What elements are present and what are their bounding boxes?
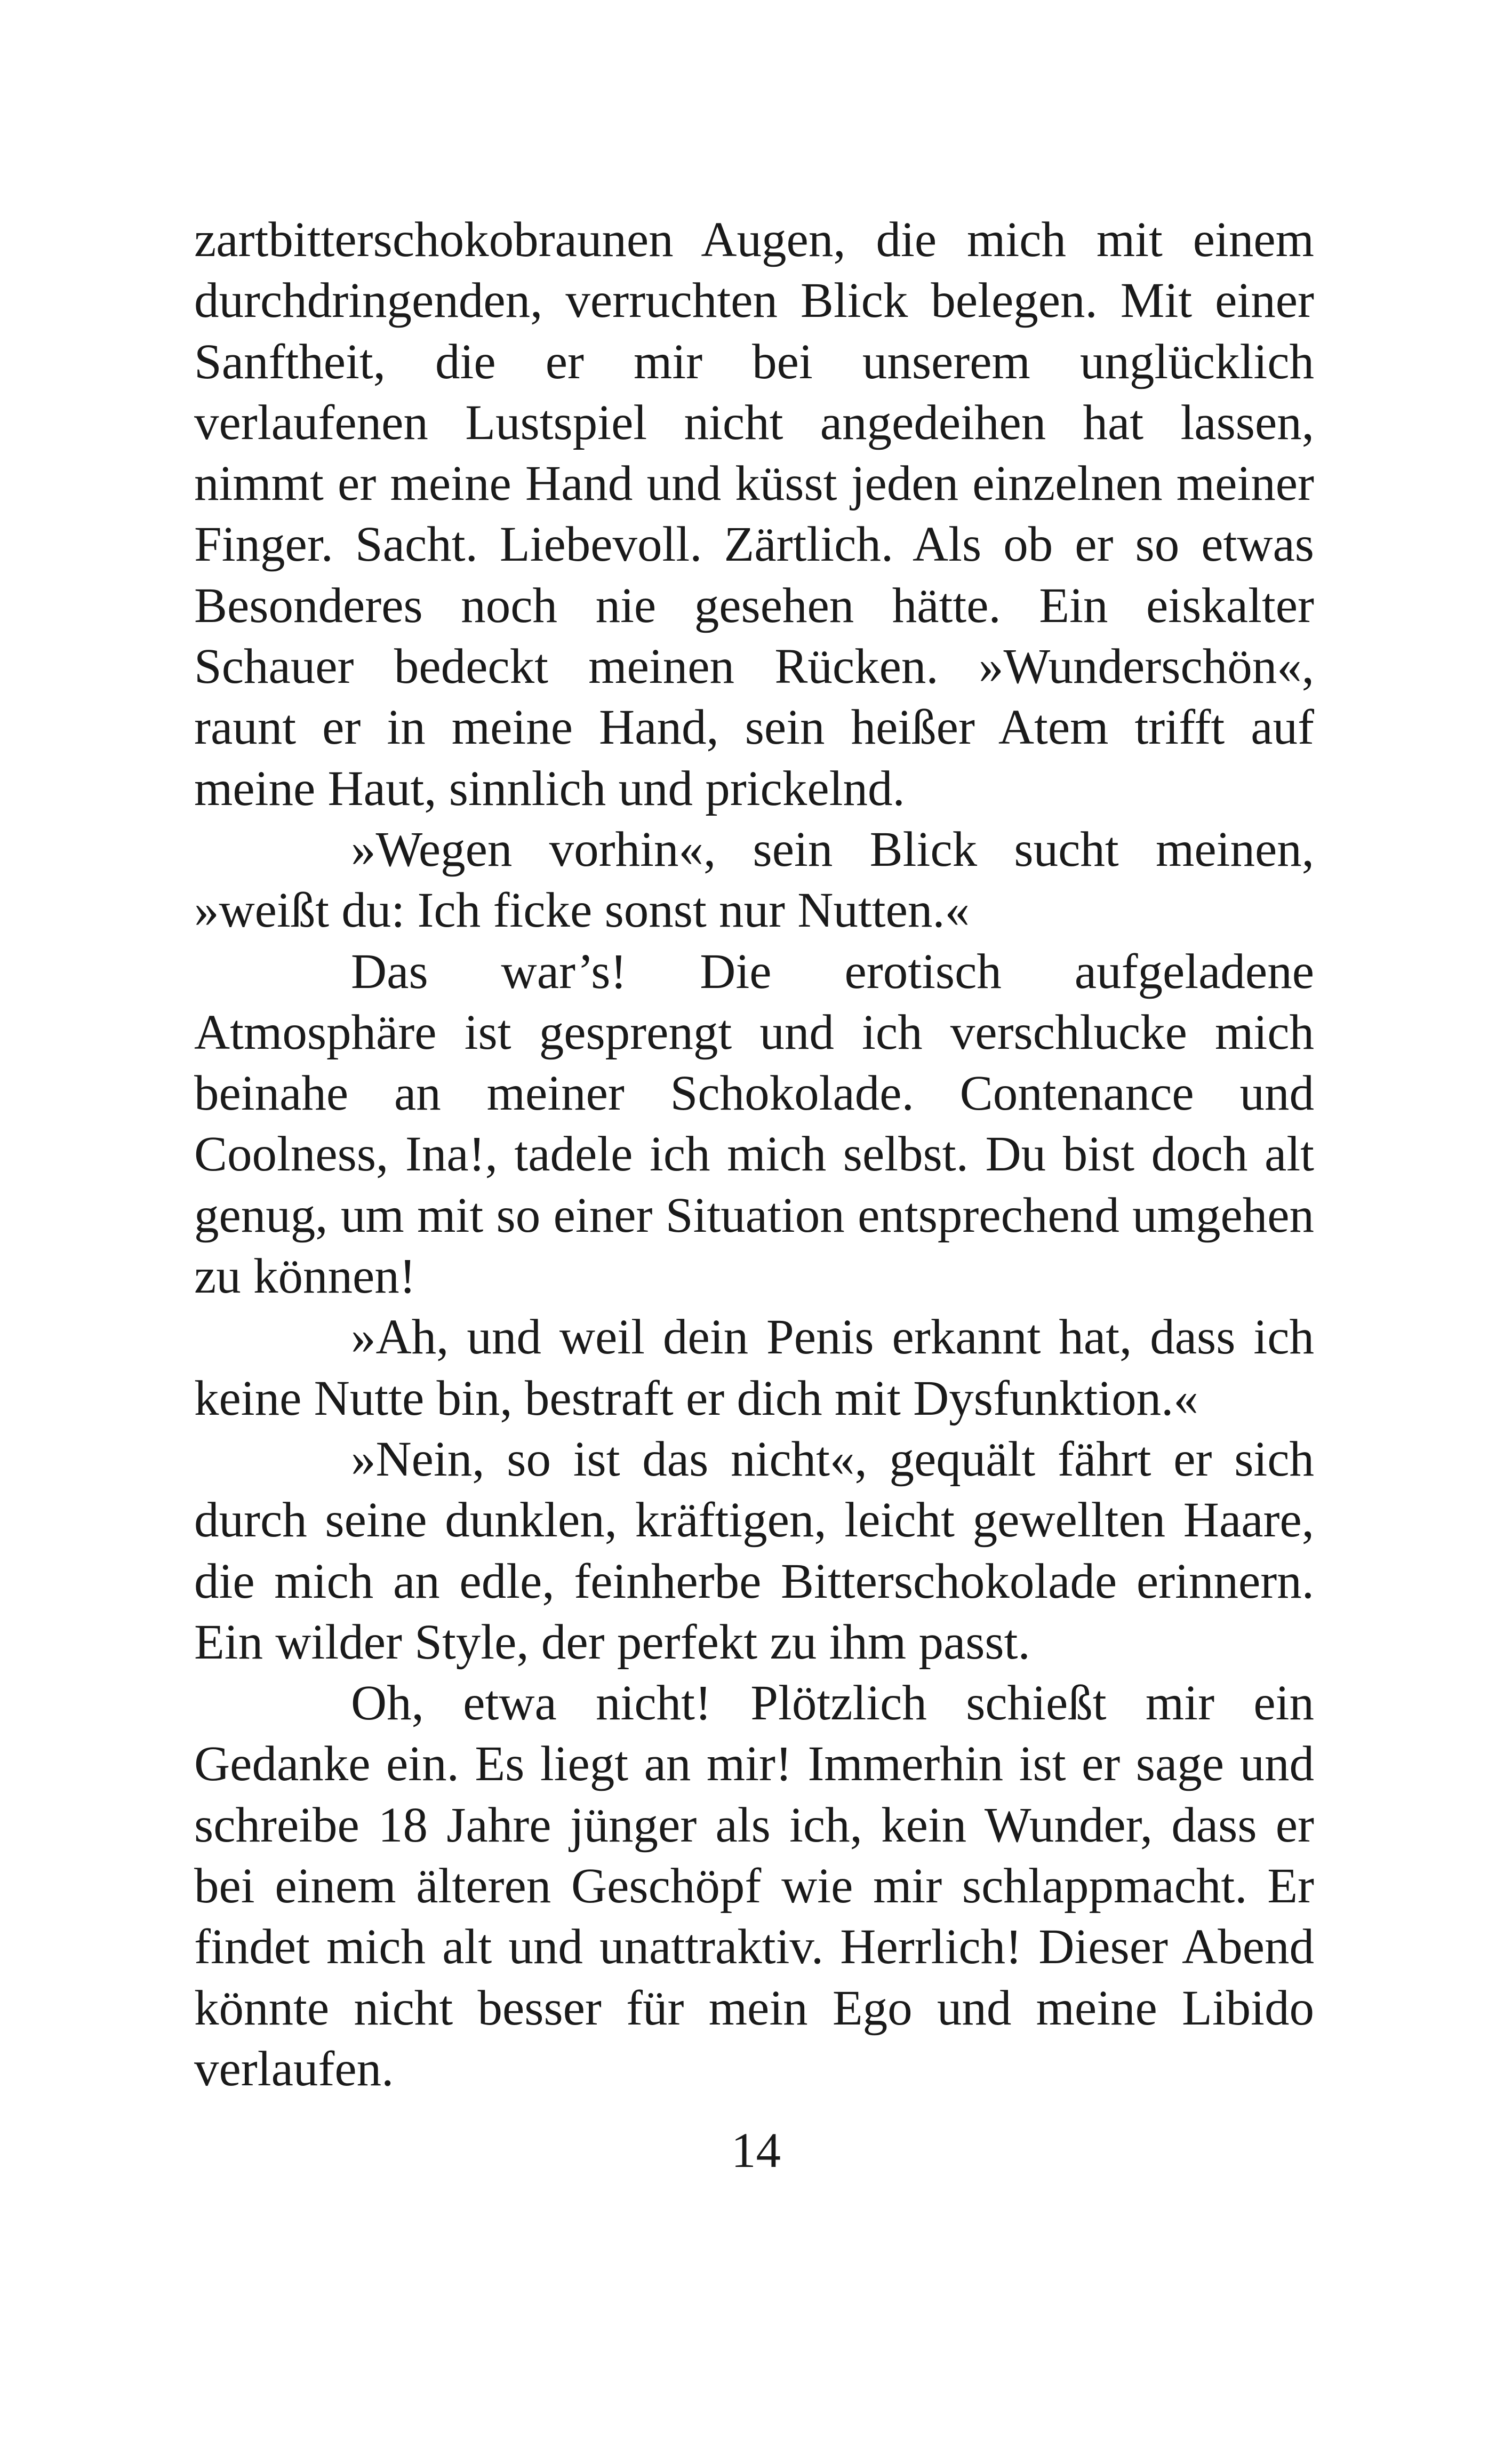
paragraph: zartbitterschokobraunen Augen, die mich mit einem durchdringenden, verruchten Blick belegen. Mit einer Sanftheit, die er mir bei unserem unglücklich verlaufenen Lustspiel nicht angedeihen hat lassen, nimmt er meine Hand und küsst jeden einzelnen meiner Finger. Sacht. Liebevoll. Zärtlich. Als ob er so etwas Besonderes noch nie gesehen hätte. Ein eiskalter Schauer bedeckt meinen Rücken. »Wunderschön«, raunt er in meine Hand, sein heißer Atem trifft auf meine Haut, sinnlich und prickelnd.: [194, 212, 1314, 816]
paragraph: »Nein, so ist das nicht«, gequält fährt er sich durch seine dunklen, kräftigen, leicht gewellten Haare, die mich an edle, feinherbe Bitterschokolade erinnern. Ein wilder Style, der perfekt zu ihm passt.: [194, 1431, 1314, 1670]
page-number: 14: [731, 2123, 781, 2178]
paragraph: »Ah, und weil dein Penis erkannt hat, dass ich keine Nutte bin, bestraft er dich mit Dysfunktion.«: [194, 1310, 1314, 1426]
paragraph: Das war’s! Die erotisch aufgeladene Atmosphäre ist gesprengt und ich verschlucke mich beinahe an meiner Schokolade. Contenance und Coolness, Ina!, tadele ich mich selbst. Du bist doch alt genug, um mit so einer Situation entsprechend umgehen zu können!: [194, 944, 1314, 1304]
paragraph: »Wegen vorhin«, sein Blick sucht meinen, »weißt du: Ich ficke sonst nur Nutten.«: [194, 822, 1314, 938]
body-text: [194, 210, 1314, 2100]
paragraph: Oh, etwa nicht! Plötzlich schießt mir ein Gedanke ein. Es liegt an mir! Immerhin ist er sage und schreibe 18 Jahre jünger als ich, kein Wunder, dass er bei einem älteren Geschöpf wie mir schlappmacht. Er findet mich alt und unattraktiv. Herrlich! Dieser Abend könnte nicht besser für mein Ego und meine Libido verlaufen.: [194, 1676, 1314, 2097]
